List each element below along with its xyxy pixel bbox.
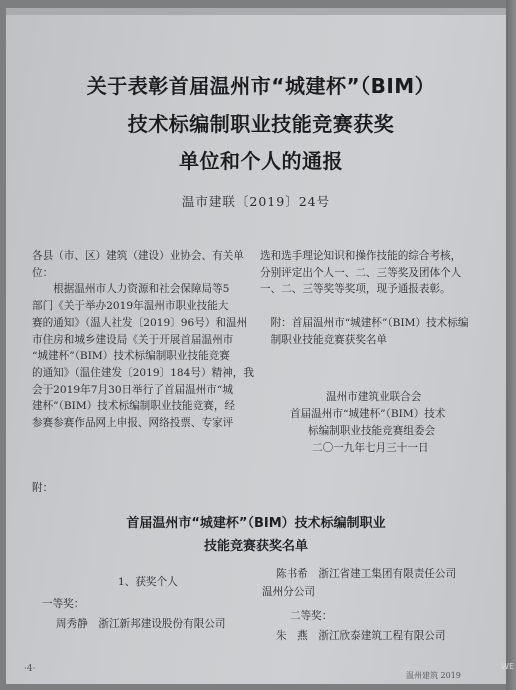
title-line-3: 单位和个人的通报 [179,149,343,173]
prize-label-first: 一等奖： [42,598,85,610]
signature-committee-1: 首届温州市“城建杯”（BIM）技术 [290,408,446,420]
document-number: 温市建联〔2019〕24号 [181,194,331,209]
list-title-line-2: 技能竞赛获奖名单 [203,539,308,554]
body-line: 分别评定出个人一、二、三等奖及团体个人 [260,266,462,279]
winner-entry: 陈书希 浙江省建工集团有限责任公司 [276,568,457,580]
edge-label: WE [501,662,514,671]
body-line: 位： [32,266,54,279]
body-line: 赛的通知》（温人社发〔2019〕96号）和温州 [32,316,248,329]
signature-date: 二〇一九年七月三十一日 [312,442,429,454]
title-line-1: 关于表彰首届温州市“城建杯”（BIM） [86,74,436,98]
body-line: 制职业技能竞赛获奖名单 [260,333,388,346]
list-title-line-1: 首届温州市“城建杯”（BIM）技术标编制职业 [126,516,386,531]
page-number: ·4· [24,664,36,674]
body-line: 各县（市、区）建筑（建设）业协会、有关单 [32,250,244,262]
title-line-2: 技术标编制职业技能竞赛获奖 [127,112,395,136]
footer-text: 温州建筑 2019 [406,671,461,680]
body-line: 一、二、三等奖等奖项，现予通报表彰。 [260,283,451,296]
body-line [260,298,490,315]
body-line: 根据温州市人力资源和社会保障局等5 [32,283,230,296]
winner-entry: 周秀静 浙江新邦建设股份有限公司 [56,618,226,630]
magazine-page [6,8,506,684]
signature-org: 温州市建筑业联合会 [326,391,422,403]
top-strip [6,8,506,15]
body-line: “城建杯”（BIM）技术标编制职业技能竞赛 [32,350,230,363]
body-line: 建杯”（BIM）技术标编制职业技能竞赛，经 [32,400,236,413]
winner-entry: 朱 燕 浙江欣泰建筑工程有限公司 [276,630,446,642]
attachment-label: 附： [32,482,54,494]
body-line: 市住房和城乡建设局《关于开展首届温州市 [32,333,234,346]
left-column [32,248,277,432]
body-line: 的通知》（温住建发〔2019〕184号）精神，我 [32,366,254,379]
prize-label-second: 二等奖： [290,610,333,622]
body-line: 会于2019年7月30日举行了首届温州市“城 [32,383,233,396]
body-line: 部门《关于举办2019年温州市职业技能大 [32,300,229,313]
body-line: 选和选手理论知识和操作技能的综合考核， [260,250,462,262]
section-heading: 1、获奖个人 [118,576,178,588]
body-line: 参赛参赛作品网上申报、网络投票、专家评 [32,417,234,430]
winner-entry-continued: 温州分公司 [262,586,315,598]
signature-committee-2: 标编制职业技能竞赛组委会 [308,425,436,437]
right-column [260,248,490,348]
next-page-edge [501,0,516,690]
body-line: 附：首届温州市“城建杯”（BIM）技术标编 [260,316,469,329]
